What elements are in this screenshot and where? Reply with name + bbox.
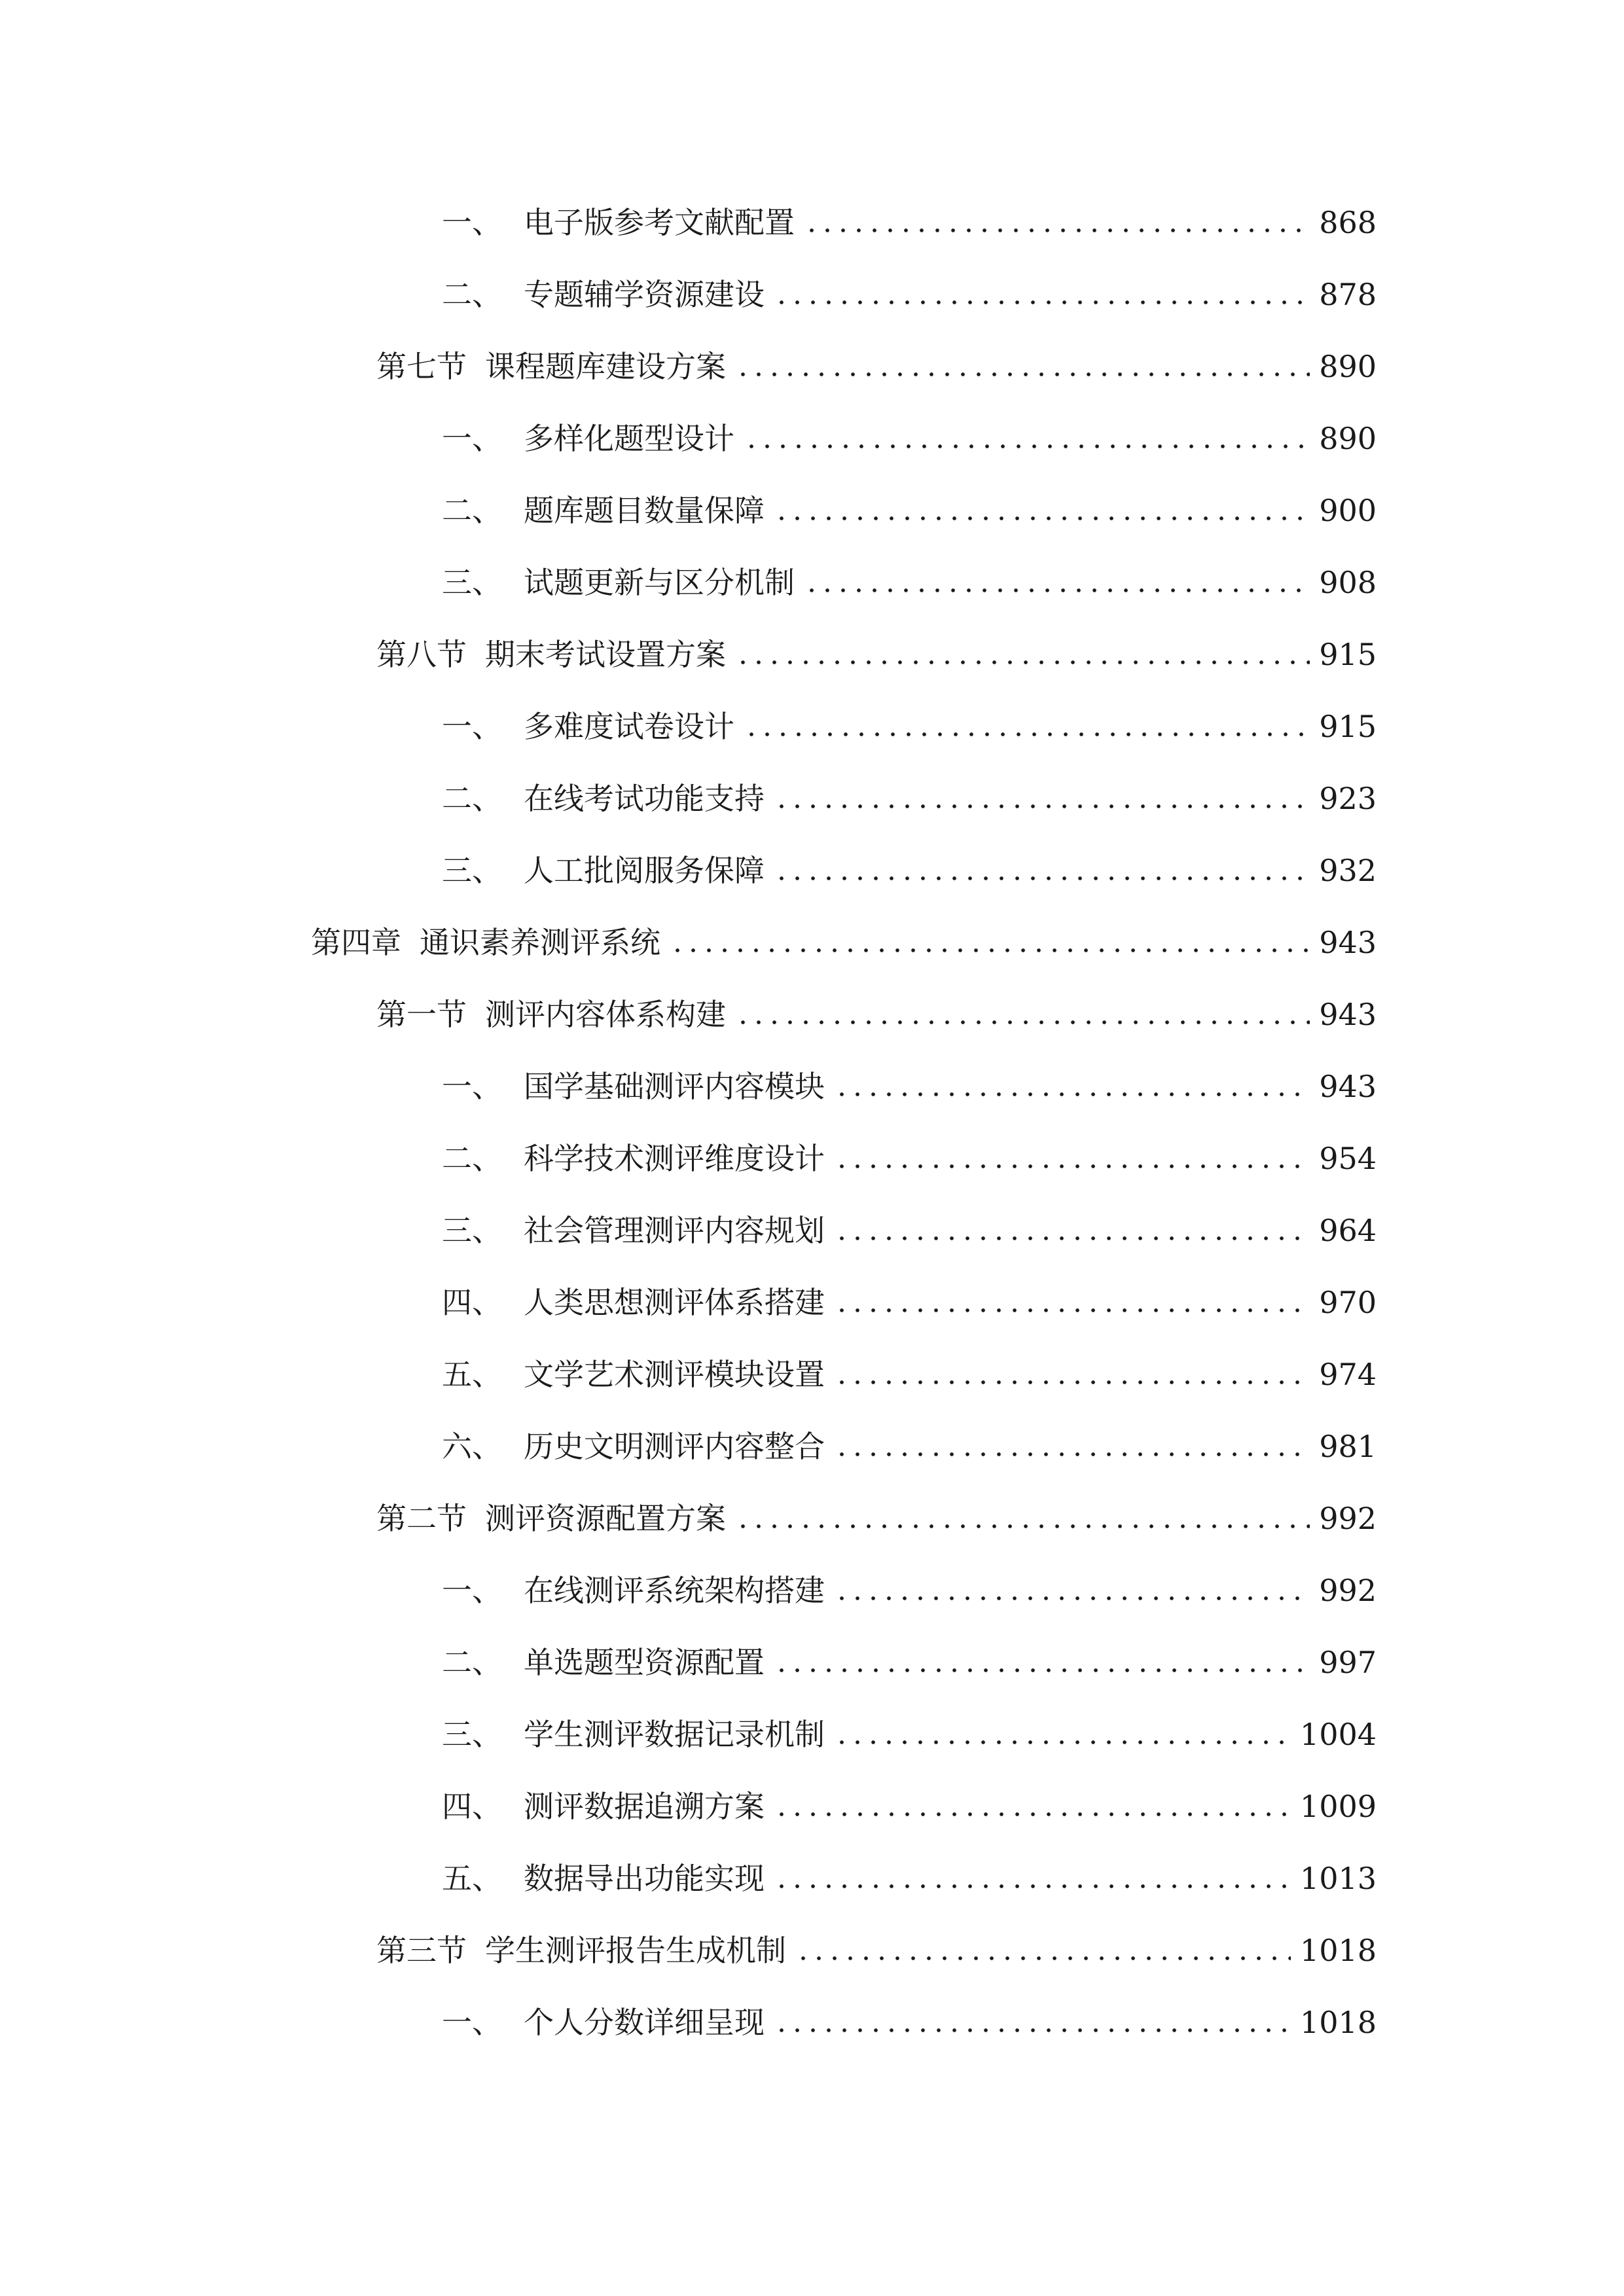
toc-entry-number: 三、 (442, 853, 502, 888)
toc-entry-title: 期末考试设置方案 (485, 637, 726, 672)
toc-section-entry[interactable] (376, 1924, 1377, 1970)
toc-entry-page: 1018 (1299, 1933, 1377, 1968)
dot-leader (735, 1020, 1310, 1024)
toc-entry-page: 954 (1319, 1141, 1377, 1176)
toc-entry-title: 在线考试功能支持 (524, 781, 765, 816)
dot-leader (834, 1740, 1291, 1744)
toc-entry[interactable] (442, 1348, 1377, 1394)
toc-entry-page: 1009 (1299, 1789, 1377, 1824)
toc-entry[interactable] (442, 1708, 1377, 1754)
toc-entry-number: 二、 (442, 493, 502, 528)
dot-leader (735, 372, 1310, 376)
dot-leader (834, 1164, 1310, 1168)
toc-entry[interactable] (442, 1132, 1377, 1178)
toc-entry[interactable] (442, 196, 1377, 242)
toc-section-entry[interactable] (376, 628, 1377, 674)
toc-entry-page: 900 (1319, 493, 1377, 528)
toc-entry-page: 964 (1319, 1213, 1377, 1248)
toc-entry[interactable] (442, 700, 1377, 746)
toc-entry-page: 974 (1319, 1357, 1377, 1392)
toc-entry-page: 992 (1319, 1501, 1377, 1536)
dot-leader (834, 1236, 1310, 1240)
toc-entry-title: 测评资源配置方案 (485, 1501, 726, 1536)
toc-entry-page: 943 (1319, 1069, 1377, 1104)
toc-entry-number: 四、 (442, 1789, 502, 1824)
toc-section-label: 第三节 (376, 1933, 467, 1968)
toc-entry-title: 学生测评数据记录机制 (524, 1717, 825, 1752)
toc-entry-page: 932 (1319, 853, 1377, 888)
toc-entry[interactable] (442, 1996, 1377, 2042)
toc-entry[interactable] (442, 268, 1377, 314)
toc-entry[interactable] (442, 412, 1377, 458)
toc-entry-title: 国学基础测评内容模块 (524, 1069, 825, 1104)
toc-entry-page: 997 (1319, 1645, 1377, 1680)
toc-entry-number: 二、 (442, 1645, 502, 1680)
toc-entry-title: 数据导出功能实现 (524, 1861, 765, 1896)
toc-entry-page: 970 (1319, 1285, 1377, 1320)
toc-chapter-entry[interactable] (311, 916, 1377, 962)
dot-leader (744, 732, 1310, 736)
dot-leader (774, 516, 1310, 520)
toc-entry-page: 981 (1319, 1429, 1377, 1464)
dot-leader (834, 1308, 1310, 1312)
toc-entry-number: 二、 (442, 781, 502, 816)
toc-entry-title: 通识素养测评系统 (420, 925, 660, 960)
dot-leader (774, 2028, 1291, 2032)
toc-entry[interactable] (442, 1636, 1377, 1682)
toc-entry-title: 科学技术测评维度设计 (524, 1141, 825, 1176)
toc-entry[interactable] (442, 1852, 1377, 1898)
toc-entry-number: 四、 (442, 1285, 502, 1320)
dot-leader (834, 1092, 1310, 1096)
toc-entry-page: 915 (1319, 637, 1377, 672)
toc-entry-title: 专题辅学资源建设 (524, 277, 765, 312)
toc-entry-number: 六、 (442, 1429, 502, 1464)
dot-leader (670, 948, 1310, 952)
toc-entry-title: 多难度试卷设计 (524, 709, 734, 744)
toc-entry[interactable] (442, 1780, 1377, 1826)
toc-entry-page: 1013 (1299, 1861, 1377, 1896)
toc-entry-number: 二、 (442, 1141, 502, 1176)
dot-leader (774, 1668, 1310, 1672)
dot-leader (804, 588, 1310, 592)
toc-section-entry[interactable] (376, 988, 1377, 1034)
toc-entry-page: 868 (1319, 205, 1377, 240)
toc-section-entry[interactable] (376, 1492, 1377, 1538)
toc-entry-title: 电子版参考文献配置 (524, 205, 795, 240)
toc-entry-title: 人工批阅服务保障 (524, 853, 765, 888)
toc-entry-page: 923 (1319, 781, 1377, 816)
toc-entry-page: 890 (1319, 421, 1377, 456)
toc-entry[interactable] (442, 1060, 1377, 1106)
toc-entry-number: 三、 (442, 1213, 502, 1248)
toc-entry-title: 多样化题型设计 (524, 421, 734, 456)
toc-entry-number: 三、 (442, 565, 502, 600)
toc-entry[interactable] (442, 1204, 1377, 1250)
dot-leader (774, 804, 1310, 808)
dot-leader (735, 1524, 1310, 1528)
toc-section-label: 第一节 (376, 997, 467, 1032)
toc-entry[interactable] (442, 1276, 1377, 1322)
toc-section-label: 第二节 (376, 1501, 467, 1536)
toc-entry-number: 三、 (442, 1717, 502, 1752)
toc-entry-title: 课程题库建设方案 (485, 349, 726, 384)
toc-entry-page: 943 (1319, 925, 1377, 960)
dot-leader (774, 300, 1310, 304)
toc-entry-number: 一、 (442, 1069, 502, 1104)
toc-section-label: 第七节 (376, 349, 467, 384)
toc-entry[interactable] (442, 772, 1377, 818)
toc-entry-number: 一、 (442, 421, 502, 456)
toc-entry-number: 五、 (442, 1861, 502, 1896)
toc-entry-title: 个人分数详细呈现 (524, 2005, 765, 2040)
toc-entry-title: 人类思想测评体系搭建 (524, 1285, 825, 1320)
toc-entry-number: 一、 (442, 709, 502, 744)
toc-entry-page: 908 (1319, 565, 1377, 600)
dot-leader (834, 1380, 1310, 1384)
dot-leader (795, 1956, 1291, 1960)
toc-entry-title: 在线测评系统架构搭建 (524, 1573, 825, 1608)
toc-entry-title: 测评内容体系构建 (485, 997, 726, 1032)
toc-entry-page: 992 (1319, 1573, 1377, 1608)
toc-entry-page: 1004 (1299, 1717, 1377, 1752)
toc-entry-title: 社会管理测评内容规划 (524, 1213, 825, 1248)
dot-leader (834, 1596, 1310, 1600)
dot-leader (774, 876, 1310, 880)
toc-entry-page: 943 (1319, 997, 1377, 1032)
toc-entry-page: 915 (1319, 709, 1377, 744)
toc-entry-page: 1018 (1299, 2005, 1377, 2040)
toc-section-label: 第八节 (376, 637, 467, 672)
toc-chapter-label: 第四章 (311, 925, 401, 960)
toc-entry-number: 一、 (442, 205, 502, 240)
toc-entry[interactable] (442, 1420, 1377, 1466)
toc-entry-page: 890 (1319, 349, 1377, 384)
dot-leader (774, 1884, 1291, 1888)
toc-entry-number: 二、 (442, 277, 502, 312)
toc-entry-number: 一、 (442, 2005, 502, 2040)
toc-entry-title: 学生测评报告生成机制 (485, 1933, 786, 1968)
toc-entry-title: 试题更新与区分机制 (524, 565, 795, 600)
dot-leader (804, 228, 1310, 232)
toc-entry[interactable] (442, 844, 1377, 890)
dot-leader (744, 444, 1310, 448)
toc-entry-number: 五、 (442, 1357, 502, 1392)
toc-entry-title: 历史文明测评内容整合 (524, 1429, 825, 1464)
dot-leader (735, 660, 1310, 664)
toc-entry[interactable] (442, 1564, 1377, 1610)
toc-entry-title: 文学艺术测评模块设置 (524, 1357, 825, 1392)
dot-leader (834, 1452, 1310, 1456)
toc-section-entry[interactable] (376, 340, 1377, 386)
toc-entry[interactable] (442, 484, 1377, 530)
toc-entry-title: 测评数据追溯方案 (524, 1789, 765, 1824)
toc-entry-title: 单选题型资源配置 (524, 1645, 765, 1680)
toc-entry[interactable] (442, 556, 1377, 602)
dot-leader (774, 1812, 1291, 1816)
toc-entry-page: 878 (1319, 277, 1377, 312)
toc-entry-title: 题库题目数量保障 (524, 493, 765, 528)
toc-entry-number: 一、 (442, 1573, 502, 1608)
